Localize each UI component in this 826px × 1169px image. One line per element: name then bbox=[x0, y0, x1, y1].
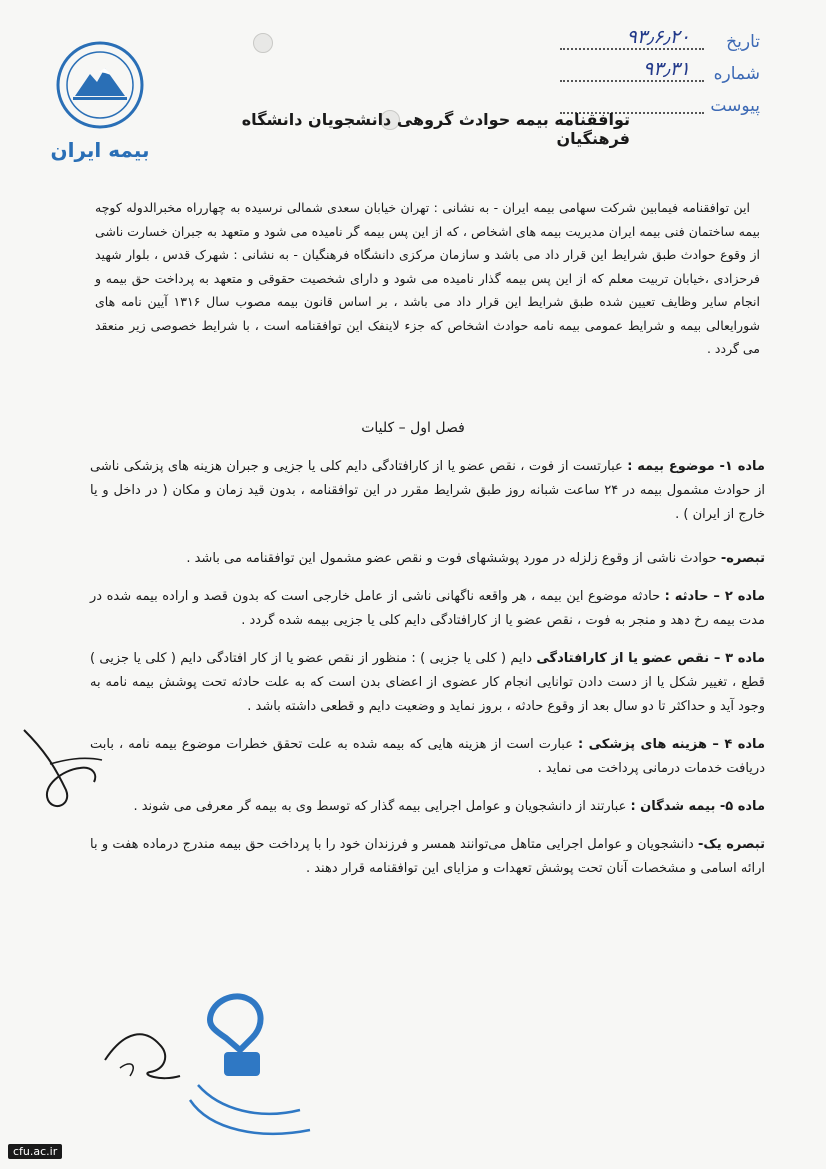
site-watermark: cfu.ac.ir bbox=[8, 1144, 62, 1159]
date-row bbox=[560, 28, 760, 60]
article-1 bbox=[90, 455, 765, 527]
article-2 bbox=[90, 585, 765, 633]
university-stamp-icon bbox=[100, 990, 320, 1150]
iran-insurance-emblem-icon bbox=[55, 40, 145, 130]
article-label: ماده ۳ – نقص عضو یا از کارافتادگی bbox=[536, 651, 765, 666]
articles-list bbox=[90, 455, 765, 895]
note-one bbox=[90, 833, 765, 881]
article-text: حوادث ناشی از وقوع زلزله در مورد پوششهای فوت و نقص عضو مشمول این توافقنامه می باشد . bbox=[186, 551, 721, 566]
article-label: تبصره یک- bbox=[698, 837, 765, 852]
number-value: ۹۳٫۳۱ bbox=[643, 58, 690, 80]
number-dots bbox=[560, 80, 704, 82]
article-text: دایم ( کلی یا جزیی ) : منظور از نقص عضو یا از کار افتادگی دایم ( کلی یا جزیی ) قطع ، تغییر شکل یا از دست دادن توانایی انجام کار عضوی از اعضای بدن است که به علت حادثه تحت پوشش بیمه نامه به وجود آید و حداکثر تا دو سال بعد از وقوع حادثه ، بروز نماید و وضعیت دایم و قطعی داشته باشد . bbox=[90, 651, 765, 714]
article-label: ماده ۵- بیمه شدگان : bbox=[630, 799, 765, 814]
logo-text: بیمه ایران bbox=[50, 138, 150, 162]
article-text: دانشجویان و عوامل اجرایی متاهل می‌توانند همسر و فرزندان خود را با پرداخت حق بیمه مندرج درماده هفت و با ارائه اسامی و مشخصات آنان تحت پوشش تعهدات و مزایای این توافقنامه قرار دهند . bbox=[90, 837, 765, 876]
article-text: حادثه موضوع این بیمه ، هر واقعه ناگهانی ناشی از عامل خارجی است که بدون قصد و اراده بیمه شده در مدت بیمه رخ دهد و منجر به فوت ، نقص عضو یا از کارافتادگی دایم کلی یا جزیی بیمه شده گردد . bbox=[90, 589, 765, 628]
article-text: عبارتند از دانشجویان و عوامل اجرایی بیمه گذار که توسط وی به بیمه گر معرفی می شوند . bbox=[133, 799, 631, 814]
punch-hole-top bbox=[253, 33, 273, 53]
article-text: عبارتست از فوت ، نقص عضو یا از کارافتادگی دایم کلی یا جزیی و جبران هزینه های پزشکی ناشی از حوادث مشمول بیمه در ۲۴ ساعت شبانه روز طبق شرایط مقرر در این توافقنامه ، بدون قید زمان و مکان ( در داخل و یا خارج از ایران ) . bbox=[90, 459, 765, 522]
intro-paragraph: این توافقنامه فیمابین شرکت سهامی بیمه ایران - به نشانی : تهران خیابان سعدی شمالی نرسیده به چهارراه مخبرالدوله کوچه بیمه ساختمان فنی بیمه ایران مدیریت بیمه های اشخاص ، که از این پس بیمه گر نامیده می شود و متعهد به جبران خسارت ناشی از وقوع حوادث طبق شرایط این قرار داد می باشد و سازمان مرکزی دانشگاه فرهنگیان - به نشانی : شهرک قدس ، بلوار شهید فرحزادی ،خیابان تربیت معلم که از این پس بیمه گذار نامیده می شود و دارای شخصیت حقوقی و متعهد به پرداخت حق بیمه و انجام سایر وظایف تعیین شده طبق شرایط این قرار داد می باشد ، بر اساس قانون بیمه مصوب سال ۱۳۱۶ آیین نامه های شورایعالی بیمه و شرایط عمومی بیمه نامه حوادث اشخاص که جزء لاینفک این توافقنامه است ، با شرایط خصوصی زیر منعقد می گردد . bbox=[95, 200, 760, 356]
document-title: توافقنامه بیمه حوادث گروهی دانشجویان دانشگاه فرهنگیان bbox=[241, 110, 630, 148]
number-row bbox=[560, 60, 760, 92]
article-5 bbox=[90, 795, 765, 819]
article-label: ماده ۴ – هزینه های پزشکی : bbox=[578, 737, 765, 752]
note-1 bbox=[90, 547, 765, 571]
date-value: ۹۳٫۶٫۲۰ bbox=[626, 26, 690, 48]
date-dots bbox=[560, 48, 704, 50]
article-text: عبارت است از هزینه هایی که بیمه شده به علت تحقق خطرات موضوع بیمه نامه ، بابت دریافت خدمات درمانی پرداخت می نماید . bbox=[90, 737, 765, 776]
article-4 bbox=[90, 733, 765, 781]
attachment-label: پیوست bbox=[710, 96, 760, 116]
article-label: ماده ۱- موضوع بیمه : bbox=[627, 459, 765, 474]
number-label: شماره bbox=[713, 64, 760, 84]
date-label: تاریخ bbox=[726, 32, 760, 52]
article-label: ماده ۲ – حادثه : bbox=[664, 589, 765, 604]
article-label: تبصره- bbox=[720, 551, 765, 566]
insurance-logo bbox=[50, 40, 150, 162]
chapter-title: فصل اول – کلیات bbox=[361, 420, 465, 436]
article-3 bbox=[90, 647, 765, 719]
margin-signature-icon bbox=[14, 720, 109, 830]
